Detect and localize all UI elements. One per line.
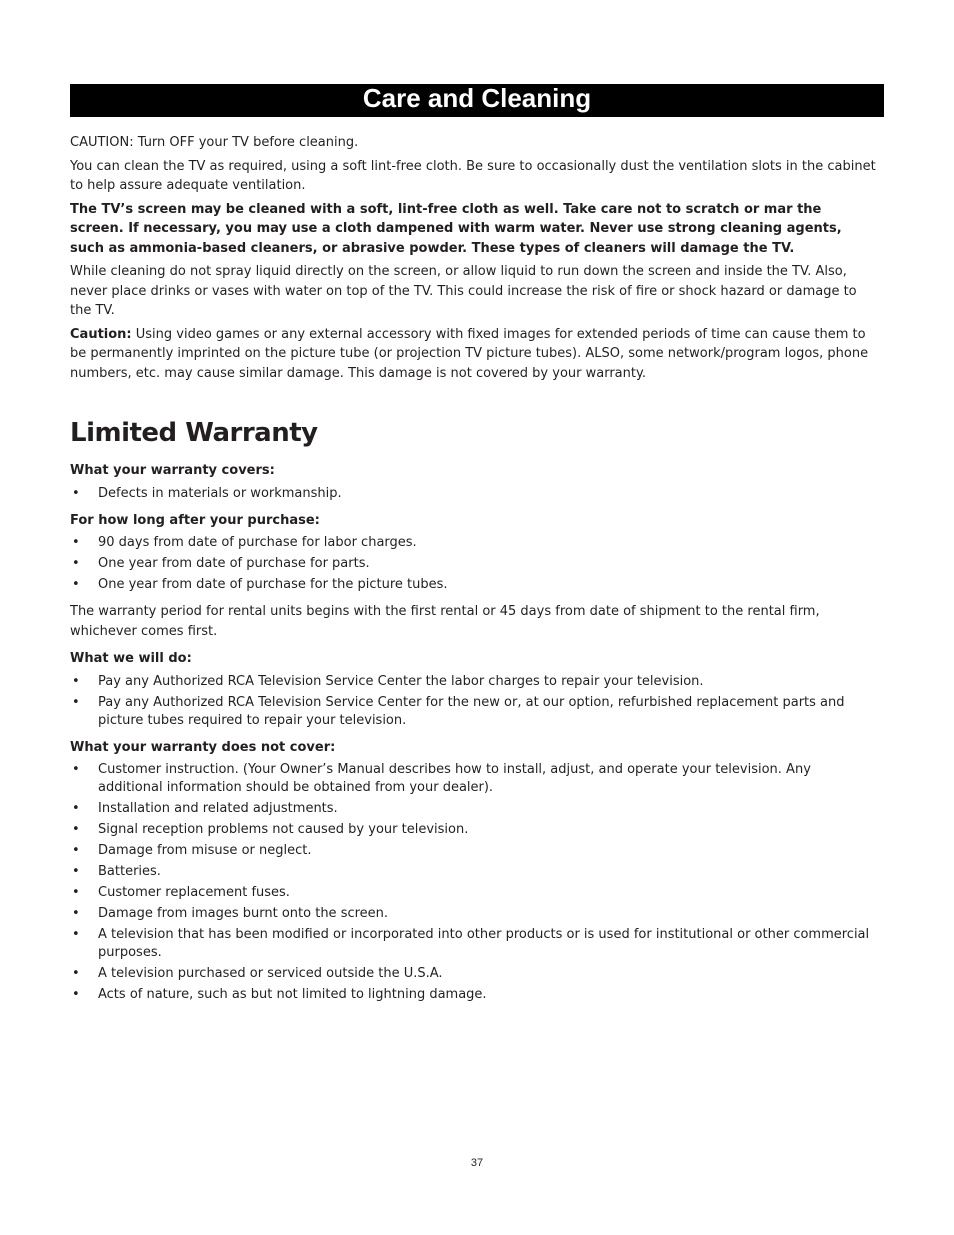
howlong-label: For how long after your purchase: bbox=[70, 512, 320, 528]
list-item: • Pay any Authorized RCA Television Service Center for the new or, at our option, refurbished replacement parts and picture tubes required to repair your television. bbox=[72, 694, 845, 728]
bullet-icon: • bbox=[72, 906, 80, 921]
list-item: • Customer replacement fuses. bbox=[72, 885, 290, 900]
bullet-icon: • bbox=[72, 843, 80, 858]
notcover-list bbox=[70, 761, 876, 1004]
list-item: • One year from date of purchase for the picture tubes. bbox=[72, 577, 448, 592]
list-item: • One year from date of purchase for parts. bbox=[72, 556, 370, 571]
bullet-icon: • bbox=[72, 822, 80, 837]
limited-warranty-heading: Limited Warranty bbox=[70, 418, 318, 448]
list-item: • Acts of nature, such as but not limited to lightning damage. bbox=[72, 987, 487, 1002]
covers-list bbox=[70, 485, 876, 503]
caution-body: Using video games or any external accessory with fixed images for extended periods of time can cause them to be permanently imprinted on the picture tube (or projection TV picture tubes). ALSO, some network/program logos, phone numbers, etc. may cause similar damage. This damage is not covered by your warranty. bbox=[70, 326, 869, 381]
willdo-label: What we will do: bbox=[70, 651, 192, 666]
bullet-icon: • bbox=[72, 694, 80, 710]
care-cleaning-banner bbox=[70, 84, 884, 117]
cleaning-paragraph-screen: The TV’s screen may be cleaned with a soft, lint-free cloth as well. Take care not to scratch or mar the screen. If necessary, you may use a cloth dampened with warm water. Never use strong cleaning agents, such as ammonia-based cleaners, or abrasive powder. These types of cleaners will damage the TV. bbox=[70, 201, 842, 256]
bullet-icon: • bbox=[72, 485, 80, 501]
bullet-icon: • bbox=[72, 535, 80, 550]
bullet-icon: • bbox=[72, 885, 80, 900]
list-item: • Damage from misuse or neglect. bbox=[72, 843, 312, 858]
bullet-icon: • bbox=[72, 556, 80, 571]
list-item: • Signal reception problems not caused by your television. bbox=[72, 822, 469, 837]
notcover-label: What your warranty does not cover: bbox=[70, 739, 336, 755]
howlong-list bbox=[70, 534, 876, 594]
bullet-icon: • bbox=[72, 927, 80, 942]
bullet-icon: • bbox=[72, 577, 80, 592]
list-item: • Pay any Authorized RCA Television Service Center the labor charges to repair your television. bbox=[72, 673, 704, 689]
page-number: 37 bbox=[470, 1157, 484, 1169]
caution-label: Caution: bbox=[70, 326, 132, 342]
bullet-icon: • bbox=[72, 762, 80, 777]
bullet-icon: • bbox=[72, 987, 80, 1002]
willdo-list bbox=[70, 673, 876, 730]
list-item: • Defects in materials or workmanship. bbox=[72, 485, 342, 501]
bullet-icon: • bbox=[72, 966, 80, 981]
list-item: • Batteries. bbox=[72, 864, 161, 879]
bullet-icon: • bbox=[72, 864, 80, 879]
rental-paragraph: The warranty period for rental units begins with the first rental or 45 days from date of shipment to the rental firm, whichever comes first. bbox=[70, 604, 820, 639]
list-item: • Damage from images burnt onto the screen. bbox=[72, 906, 389, 921]
caution-text: CAUTION: Turn OFF your TV before cleaning. bbox=[70, 135, 359, 150]
bullet-icon: • bbox=[72, 673, 80, 689]
list-item: • A television that has been modified or incorporated into other products or is used for institutional or other commercial purposes. bbox=[72, 927, 870, 960]
bullet-icon: • bbox=[72, 801, 80, 816]
cleaning-paragraph-1: You can clean the TV as required, using a soft lint-free cloth. Be sure to occasionally dust the ventilation slots in the cabinet to help assure adequate ventilation. bbox=[70, 158, 876, 193]
list-item: • Customer instruction. (Your Owner’s Manual describes how to install, adjust, and operate your television. Any additional information should be obtained from your dealer). bbox=[72, 762, 811, 795]
covers-label: What your warranty covers: bbox=[70, 463, 275, 478]
page-content bbox=[70, 133, 876, 1012]
list-item: • A television purchased or serviced outside the U.S.A. bbox=[72, 966, 443, 981]
cleaning-paragraph-liquid: While cleaning do not spray liquid directly on the screen, or allow liquid to run down the screen and inside the TV. Also, never place drinks or vases with water on top of the TV. This could increase the risk of fire or shock hazard or damage to the TV. bbox=[70, 264, 857, 318]
list-item: • 90 days from date of purchase for labor charges. bbox=[72, 535, 417, 550]
care-cleaning-title: Care and Cleaning bbox=[362, 83, 592, 113]
caution-paragraph-fixed-images bbox=[70, 325, 876, 384]
list-item: • Installation and related adjustments. bbox=[72, 801, 338, 816]
